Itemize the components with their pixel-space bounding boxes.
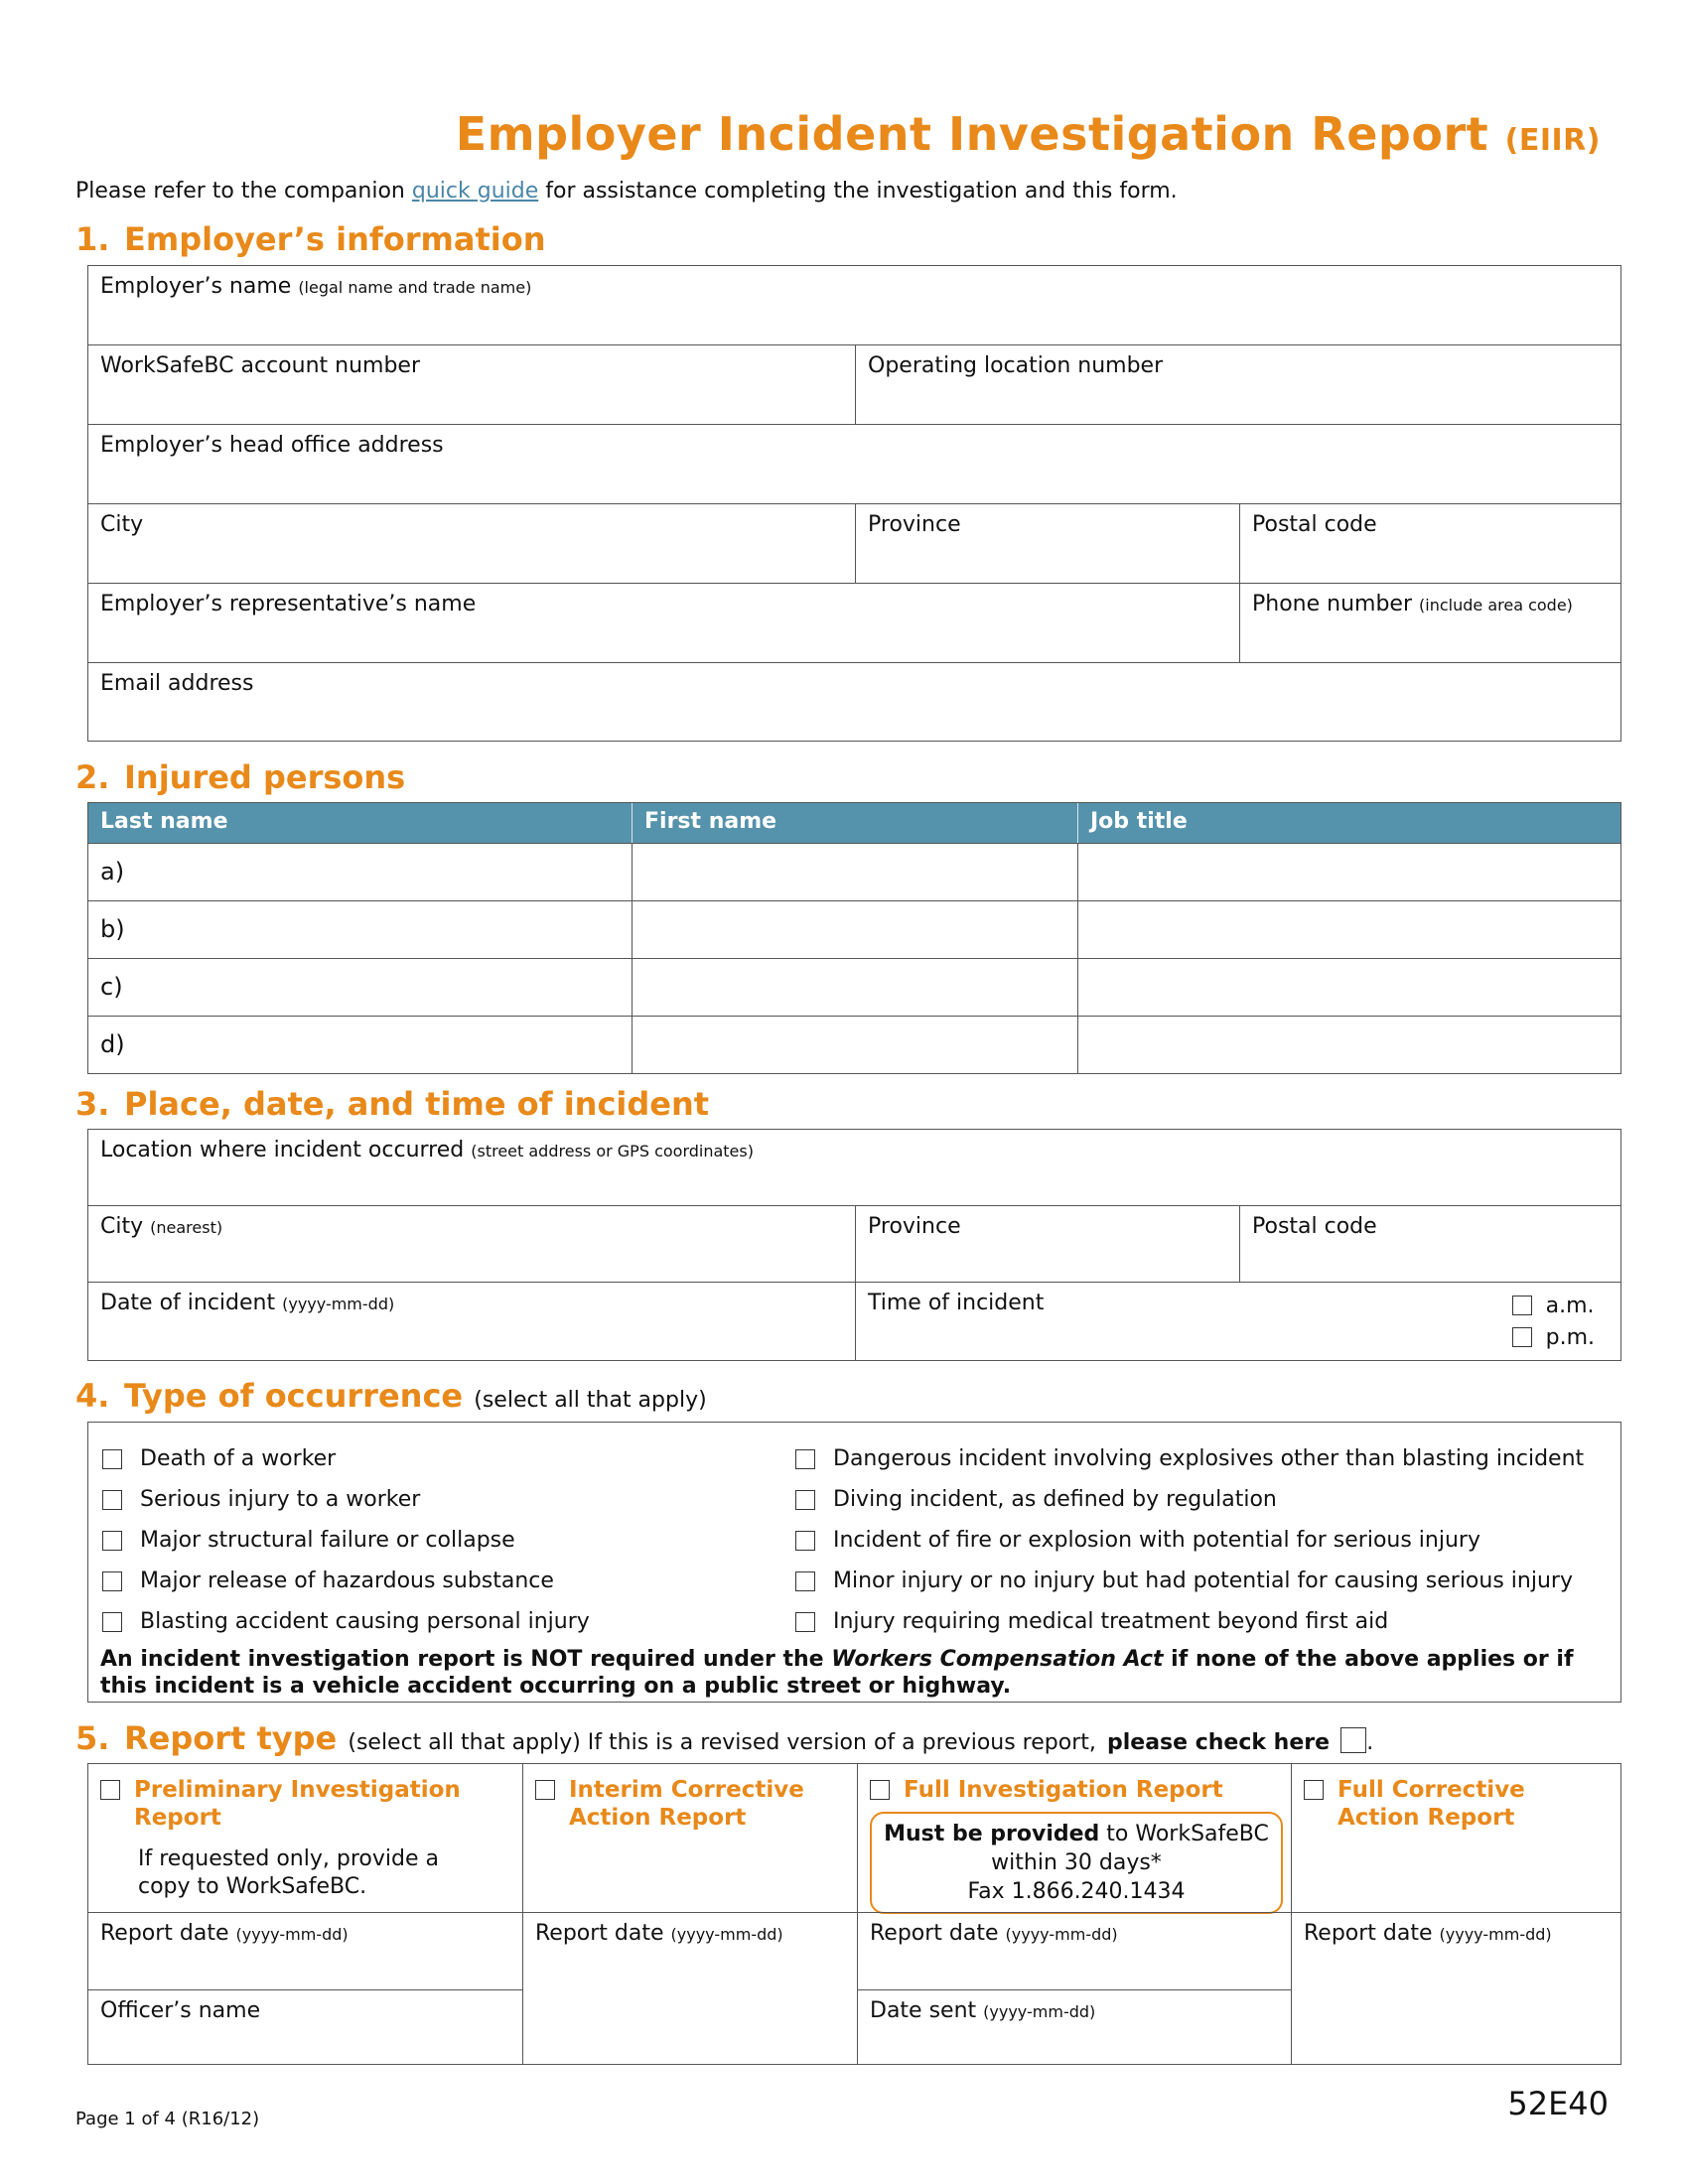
col-job-title: Job title bbox=[1090, 809, 1188, 834]
job-title-cell[interactable] bbox=[1078, 901, 1620, 958]
job-title-cell[interactable] bbox=[1078, 1017, 1620, 1073]
occurrence-note: An incident investigation report is NOT required under the Workers Compensation Act if none of the above applies or if this incident is a vehicle accident occurring on a public street or highway. bbox=[100, 1647, 1574, 1699]
deadline-callout: Must be provided to WorkSafeBC within 30 days* Fax 1.866.240.1434 bbox=[870, 1812, 1283, 1914]
occurrence-box bbox=[87, 1422, 1621, 1703]
head-office-field[interactable]: Employer’s head office address bbox=[100, 433, 444, 458]
occurrence-right-column bbox=[795, 1438, 1609, 1642]
table-row bbox=[88, 958, 1620, 1016]
checkbox[interactable] bbox=[535, 1780, 555, 1800]
checkbox[interactable] bbox=[795, 1571, 815, 1591]
section-3-heading: 3. Place, date, and time of incident bbox=[75, 1085, 710, 1123]
email-field[interactable]: Email address bbox=[100, 671, 254, 696]
section-1-heading: 1. Employer’s information bbox=[75, 220, 546, 258]
representative-name-field[interactable]: Employer’s representative’s name bbox=[88, 584, 1240, 662]
interim-report-column bbox=[523, 1764, 858, 2064]
date-sent-field[interactable]: Date sent (yyyy-mm-dd) bbox=[858, 1989, 1291, 2064]
occurrence-option[interactable]: Minor injury or no injury but had potential for causing serious injury bbox=[795, 1561, 1609, 1601]
last-name-cell[interactable]: c) bbox=[88, 959, 633, 1016]
checkbox[interactable] bbox=[102, 1449, 122, 1469]
phone-number-field[interactable]: Phone number (include area code) bbox=[1252, 592, 1573, 616]
last-name-cell[interactable]: b) bbox=[88, 901, 633, 958]
occurrence-option[interactable]: Incident of fire or explosion with potential for serious injury bbox=[795, 1520, 1609, 1561]
incident-postal-field[interactable]: Postal code bbox=[1252, 1214, 1377, 1239]
checkbox[interactable] bbox=[102, 1490, 122, 1510]
checkbox[interactable] bbox=[795, 1531, 815, 1551]
incident-date-field[interactable]: Date of incident (yyyy-mm-dd) bbox=[88, 1283, 856, 1360]
section-4-heading: 4. Type of occurrence (select all that apply) bbox=[75, 1377, 707, 1415]
table-row bbox=[88, 900, 1620, 958]
checkbox[interactable] bbox=[100, 1780, 120, 1800]
occurrence-option[interactable]: Diving incident, as defined by regulation bbox=[795, 1479, 1609, 1520]
checkbox[interactable] bbox=[795, 1612, 815, 1632]
job-title-cell[interactable] bbox=[1078, 959, 1620, 1016]
occurrence-left-column bbox=[102, 1438, 795, 1642]
last-name-cell[interactable]: a) bbox=[88, 844, 633, 900]
checkbox[interactable] bbox=[870, 1780, 890, 1800]
checkbox[interactable] bbox=[102, 1531, 122, 1551]
officer-name-field[interactable]: Officer’s name bbox=[88, 1989, 522, 2064]
injured-persons-table bbox=[87, 802, 1621, 1074]
table-header bbox=[88, 803, 1620, 843]
preliminary-report-date-field[interactable]: Report date (yyyy-mm-dd) bbox=[88, 1912, 522, 1989]
postal-code-field[interactable]: Postal code bbox=[1252, 512, 1377, 537]
account-number-field[interactable]: WorkSafeBC account number bbox=[88, 345, 856, 424]
checkbox[interactable] bbox=[795, 1490, 815, 1510]
title-suffix: (EIIR) bbox=[1504, 123, 1601, 158]
occurrence-option[interactable]: Blasting accident causing personal injury bbox=[102, 1601, 795, 1642]
checkbox[interactable] bbox=[102, 1571, 122, 1591]
preliminary-report-column bbox=[88, 1764, 523, 2064]
operating-location-field[interactable]: Operating location number bbox=[868, 353, 1164, 378]
col-first-name: First name bbox=[633, 803, 1078, 843]
form-id: 52E40 bbox=[1507, 2085, 1609, 2122]
employer-name-field[interactable]: Employer’s name (legal name and trade name) bbox=[100, 274, 532, 299]
table-row bbox=[88, 1016, 1620, 1073]
quick-guide-link[interactable]: quick guide bbox=[411, 179, 539, 204]
incident-city-field[interactable]: City (nearest) bbox=[88, 1206, 856, 1282]
occurrence-option[interactable]: Major release of hazardous substance bbox=[102, 1561, 795, 1601]
section-2-heading: 2. Injured persons bbox=[75, 758, 406, 796]
interim-report-option[interactable]: Interim Corrective Action Report bbox=[523, 1764, 857, 1912]
employer-info-box bbox=[87, 265, 1621, 742]
pm-checkbox[interactable] bbox=[1512, 1327, 1532, 1347]
checkbox[interactable] bbox=[795, 1449, 815, 1469]
incident-province-field[interactable]: Province bbox=[856, 1206, 1240, 1282]
occurrence-option[interactable]: Dangerous incident involving explosives other than blasting incident bbox=[795, 1438, 1609, 1479]
first-name-cell[interactable] bbox=[633, 901, 1078, 958]
full-corrective-date-field[interactable]: Report date (yyyy-mm-dd) bbox=[1292, 1912, 1620, 2064]
occurrence-option[interactable]: Major structural failure or collapse bbox=[102, 1520, 795, 1561]
table-row bbox=[88, 843, 1620, 900]
first-name-cell[interactable] bbox=[633, 959, 1078, 1016]
last-name-cell[interactable]: d) bbox=[88, 1017, 633, 1073]
full-investigation-column bbox=[858, 1764, 1292, 2064]
job-title-cell[interactable] bbox=[1078, 844, 1620, 900]
first-name-cell[interactable] bbox=[633, 844, 1078, 900]
report-type-box bbox=[87, 1763, 1621, 2065]
page-number: Page 1 of 4 (R16/12) bbox=[75, 2109, 260, 2129]
occurrence-option[interactable]: Death of a worker bbox=[102, 1438, 795, 1479]
full-corrective-column bbox=[1292, 1764, 1620, 2064]
revised-report-checkbox[interactable] bbox=[1340, 1727, 1366, 1753]
am-pm-options bbox=[1512, 1291, 1595, 1354]
col-last-name: Last name bbox=[88, 803, 633, 843]
preliminary-report-option[interactable]: Preliminary Investigation Report If requested only, provide a copy to WorkSafeBC. bbox=[88, 1764, 522, 1912]
full-investigation-option[interactable]: Full Investigation Report Must be provided to WorkSafeBC within 30 days* Fax 1.866.240.1434 bbox=[858, 1764, 1291, 1912]
occurrence-option[interactable]: Serious injury to a worker bbox=[102, 1479, 795, 1520]
incident-location-field[interactable]: Location where incident occurred (street address or GPS coordinates) bbox=[100, 1138, 754, 1162]
am-checkbox[interactable] bbox=[1512, 1296, 1532, 1315]
page-title: Employer Incident Investigation Report (EIIR) bbox=[455, 107, 1601, 161]
incident-time-field[interactable]: Time of incident a.m. p.m. bbox=[856, 1283, 1620, 1360]
occurrence-option[interactable]: Injury requiring medical treatment beyond first aid bbox=[795, 1601, 1609, 1642]
pm-option[interactable]: p.m. bbox=[1512, 1322, 1595, 1354]
am-option[interactable]: a.m. bbox=[1512, 1291, 1595, 1322]
incident-place-box bbox=[87, 1129, 1621, 1361]
city-field[interactable]: City bbox=[88, 504, 856, 583]
first-name-cell[interactable] bbox=[633, 1017, 1078, 1073]
interim-report-date-field[interactable]: Report date (yyyy-mm-dd) bbox=[523, 1912, 857, 2064]
province-field[interactable]: Province bbox=[856, 504, 1240, 583]
full-corrective-option[interactable]: Full Corrective Action Report bbox=[1292, 1764, 1620, 1912]
checkbox[interactable] bbox=[1304, 1780, 1324, 1800]
full-investigation-date-field[interactable]: Report date (yyyy-mm-dd) bbox=[858, 1912, 1291, 1989]
intro-text: Please refer to the companion quick guide for assistance completing the investigation and this form. bbox=[75, 179, 1178, 204]
section-5-heading: 5. Report type (select all that apply) If this is a revised version of a previous report, please check here . bbox=[75, 1719, 1374, 1757]
checkbox[interactable] bbox=[102, 1612, 122, 1632]
